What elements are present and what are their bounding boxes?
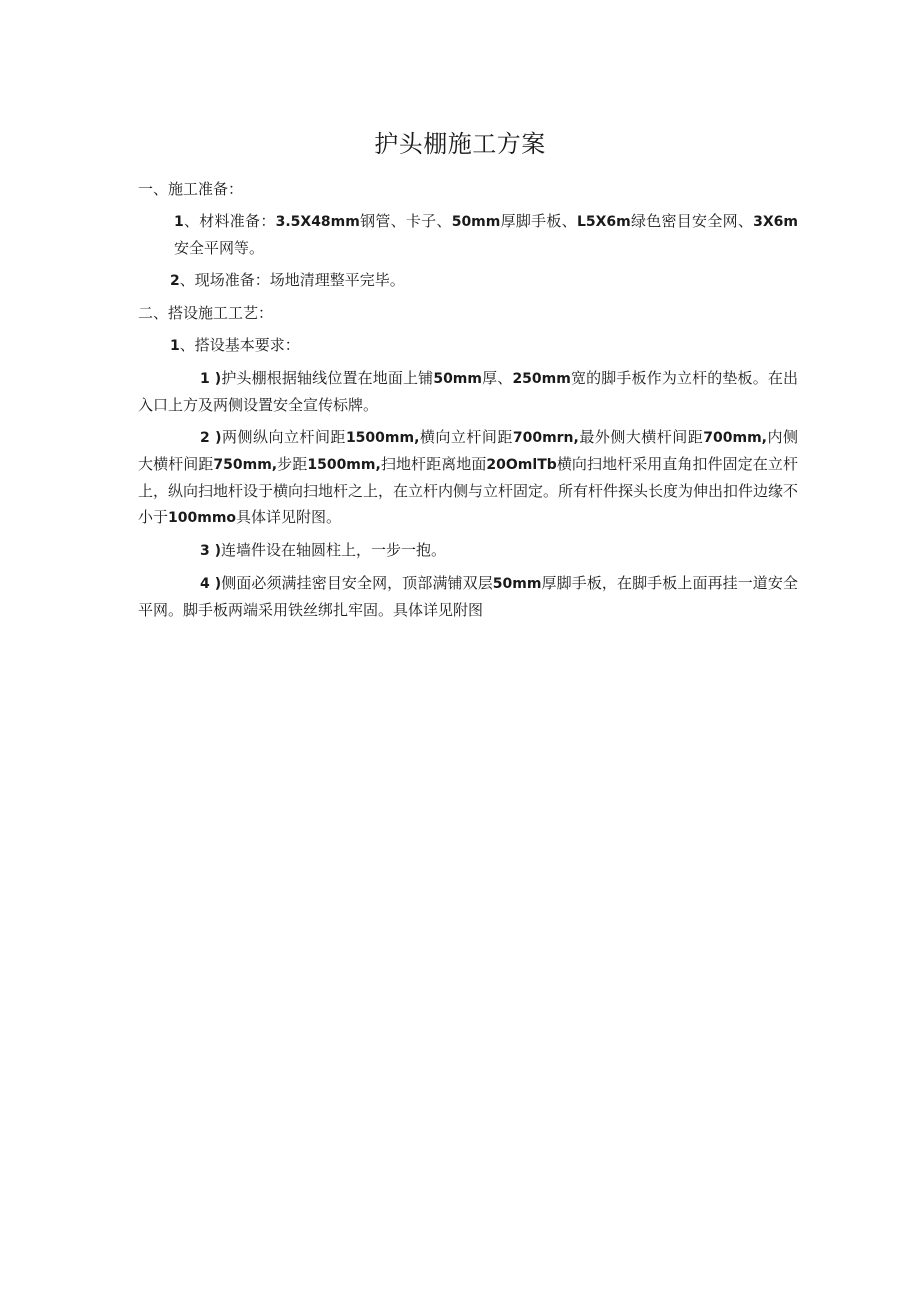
text-segment: 具体详见附图。 xyxy=(236,508,342,526)
item-number: 3 ) xyxy=(200,543,222,559)
text-segment: 安全平网等。 xyxy=(174,239,265,257)
paragraph-requirement-3 xyxy=(138,537,798,564)
item-number: 1 xyxy=(174,214,184,230)
text-segment: 、材料准备： xyxy=(183,212,276,230)
item-number: 1 xyxy=(170,338,180,354)
section-heading-preparation: 一、施工准备： xyxy=(138,180,244,198)
text-segment: 侧面必须满挂密目安全网，顶部满铺双层 xyxy=(221,574,493,592)
spec-value: 1500mm, xyxy=(307,457,381,473)
text-segment: 最外侧大横杆间距 xyxy=(578,428,704,446)
text-segment: 厚脚手板、 xyxy=(500,212,577,230)
section-heading-construction: 二、搭设施工工艺： xyxy=(138,304,274,322)
paragraph-requirement-1 xyxy=(138,365,798,418)
text-segment: 两侧纵向立杆间距 xyxy=(221,428,346,446)
spec-value: L5X6m xyxy=(576,214,631,230)
spec-value: 50mm xyxy=(451,214,501,230)
spec-value: 50mm xyxy=(433,371,482,387)
spec-value: 700mm, xyxy=(703,430,767,446)
spec-value: 3.5X48mm xyxy=(275,214,360,230)
paragraph-requirement-2 xyxy=(138,424,798,531)
item-number: 4 ) xyxy=(200,576,222,592)
spec-value: 250mm xyxy=(512,371,571,387)
item-number: 2 xyxy=(170,273,180,289)
text-segment: 连墙件设在轴圆柱上，一步一抱。 xyxy=(221,541,447,559)
text-segment: 厚脚手板，在脚手板上面再挂一道安全平网。脚手板两端采用铁丝绑扎牢固。具体详见附图 xyxy=(138,574,798,619)
text-segment: 扫地杆距离地面 xyxy=(380,455,487,473)
document-title: 护头棚施工方案 xyxy=(374,130,546,158)
text-segment: 横向扫地杆采用直角扣件固定在立杆上，纵向扫地杆设于横向扫地杆之上，在立杆内侧与立杆固定。所有杆件探头长度为伸出扣件边缘不小于 xyxy=(138,455,799,526)
text-segment: 步距 xyxy=(277,455,308,473)
spec-value: 100mmo xyxy=(168,510,237,526)
item-number: 1 ) xyxy=(200,371,222,387)
paragraph-requirement-4 xyxy=(138,570,798,623)
text-segment: 宽的脚手板作为立杆的垫板。在出入口上方及两侧设置安全宣传标牌。 xyxy=(138,369,798,414)
spec-value: 750mm, xyxy=(213,457,278,473)
text-segment: 、现场准备：场地清理整平完毕。 xyxy=(179,271,405,289)
text-segment: 绿色密目安全网、 xyxy=(630,212,754,230)
spec-value: 1500mm, xyxy=(345,430,420,446)
text-segment: 厚、 xyxy=(482,369,513,387)
paragraph-materials xyxy=(138,208,798,261)
paragraph-site-preparation xyxy=(138,267,798,294)
item-number: 2 ) xyxy=(200,430,222,446)
text-segment: 钢管、卡子、 xyxy=(359,212,452,230)
text-segment: 横向立杆间距 xyxy=(419,428,513,446)
spec-value: 3X6m xyxy=(753,214,798,230)
text-segment: 护头棚根据轴线位置在地面上铺 xyxy=(221,369,434,387)
spec-value: 50mm xyxy=(492,576,542,592)
text-segment: 内侧大横杆间距 xyxy=(138,428,798,473)
spec-value: 700mrn, xyxy=(512,430,579,446)
document-body xyxy=(138,176,798,629)
text-segment: 、搭设基本要求： xyxy=(179,336,300,354)
subheading-basic-requirements xyxy=(138,332,798,359)
spec-value: 20OmlTb xyxy=(486,457,557,473)
